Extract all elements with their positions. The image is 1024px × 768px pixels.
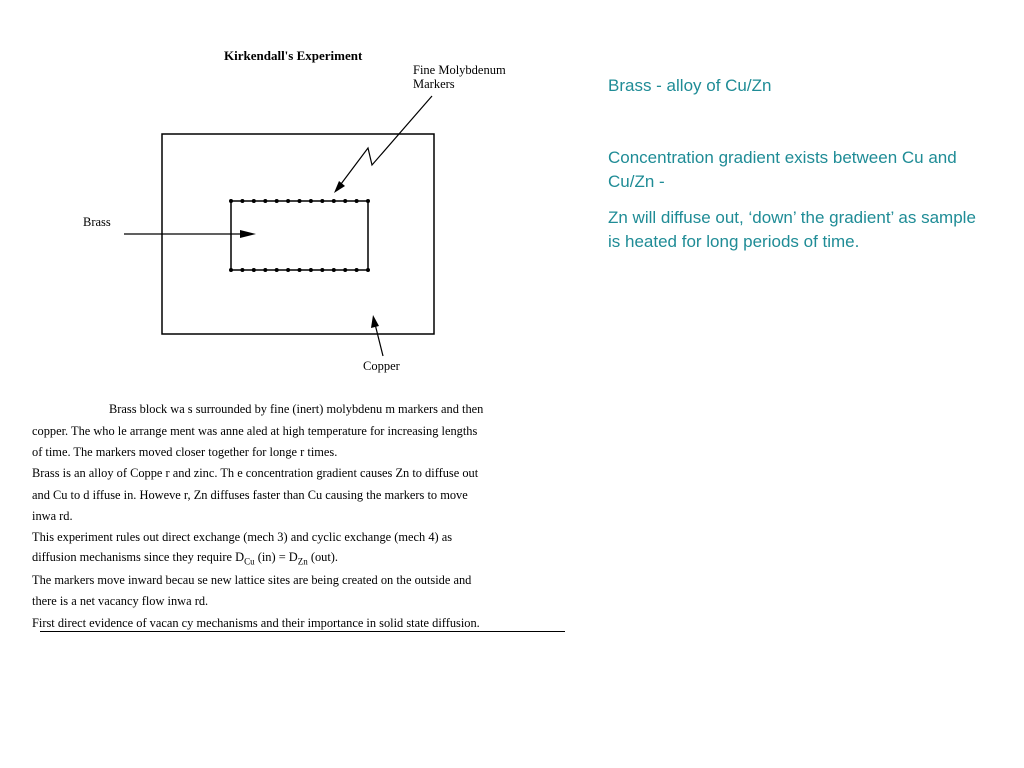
caption-text: diffusion mechanisms since they require D (32, 550, 245, 564)
brass-arrow-head (240, 230, 256, 238)
marker-dot (229, 268, 233, 272)
marker-dot (366, 268, 370, 272)
marker-arrow (338, 96, 432, 188)
caption-line: inwa rd. (32, 509, 73, 523)
marker-dot (355, 199, 359, 203)
copper-arrow (375, 324, 383, 356)
marker-dot (309, 199, 313, 203)
marker-dot (309, 268, 313, 272)
marker-label-line2: Markers (413, 77, 455, 91)
marker-dot (263, 199, 267, 203)
caption-text: (out). (307, 550, 339, 564)
marker-dot (332, 199, 336, 203)
caption-line: there is a net vacancy flow inwa rd. (32, 594, 209, 608)
marker-dot (320, 268, 324, 272)
caption-underline (40, 631, 565, 632)
marker-dot (240, 199, 244, 203)
marker-dot (343, 268, 347, 272)
marker-dot (343, 199, 347, 203)
copper-label: Copper (363, 359, 400, 373)
copper-arrow-head (371, 315, 379, 328)
marker-dot (320, 199, 324, 203)
marker-arrow-head (334, 181, 345, 193)
caption-line: copper. The who le arrange ment was anne aled at high temperature for increasing lengths (32, 424, 478, 438)
caption-line: The markers move inward becau se new lattice sites are being created on the outside and (32, 573, 472, 587)
brass-label: Brass (83, 215, 111, 229)
marker-dot (263, 268, 267, 272)
caption-line: This experiment rules out direct exchange (mech 3) and cyclic exchange (mech 4) as (32, 530, 453, 544)
marker-dot (252, 199, 256, 203)
subscript-zn: Zn (297, 556, 308, 567)
caption-line: Brass block wa s surrounded by fine (inert) molybdenu m markers and then (109, 402, 484, 416)
caption-line (32, 550, 338, 568)
caption-text: (in) = D (254, 550, 298, 564)
marker-dot (252, 268, 256, 272)
caption-line: Brass is an alloy of Coppe r and zinc. Th e concentration gradient causes Zn to diffuse out (32, 466, 479, 480)
marker-label (413, 63, 506, 91)
caption-line: of time. The markers moved closer together for longe r times. (32, 445, 338, 459)
marker-dot (286, 268, 290, 272)
note-brass-alloy: Brass - alloy of Cu/Zn (608, 76, 772, 95)
caption-block (0, 398, 575, 638)
marker-dot (286, 199, 290, 203)
marker-dot (298, 199, 302, 203)
marker-dot (275, 199, 279, 203)
caption-line: and Cu to d iffuse in. Howeve r, Zn diffuses faster than Cu causing the markers to move (32, 488, 468, 502)
molybdenum-markers (229, 199, 370, 272)
diagram-title: Kirkendall's Experiment (224, 48, 363, 63)
marker-label-line1: Fine Molybdenum (413, 63, 506, 77)
brass-block (231, 201, 368, 270)
marker-dot (298, 268, 302, 272)
marker-dot (229, 199, 233, 203)
marker-dot (332, 268, 336, 272)
caption-line: First direct evidence of vacan cy mechanisms and their importance in solid state diffusion. (32, 616, 480, 630)
marker-dot (355, 268, 359, 272)
marker-dot (240, 268, 244, 272)
note-zn-diffusion: Zn will diffuse out, ‘down’ the gradient’ as sample is heated for long periods of time. (608, 208, 976, 251)
note-concentration-gradient: Concentration gradient exists between Cu and Cu/Zn - (608, 148, 957, 191)
marker-dot (275, 268, 279, 272)
subscript-cu: Cu (244, 556, 255, 567)
marker-dot (366, 199, 370, 203)
